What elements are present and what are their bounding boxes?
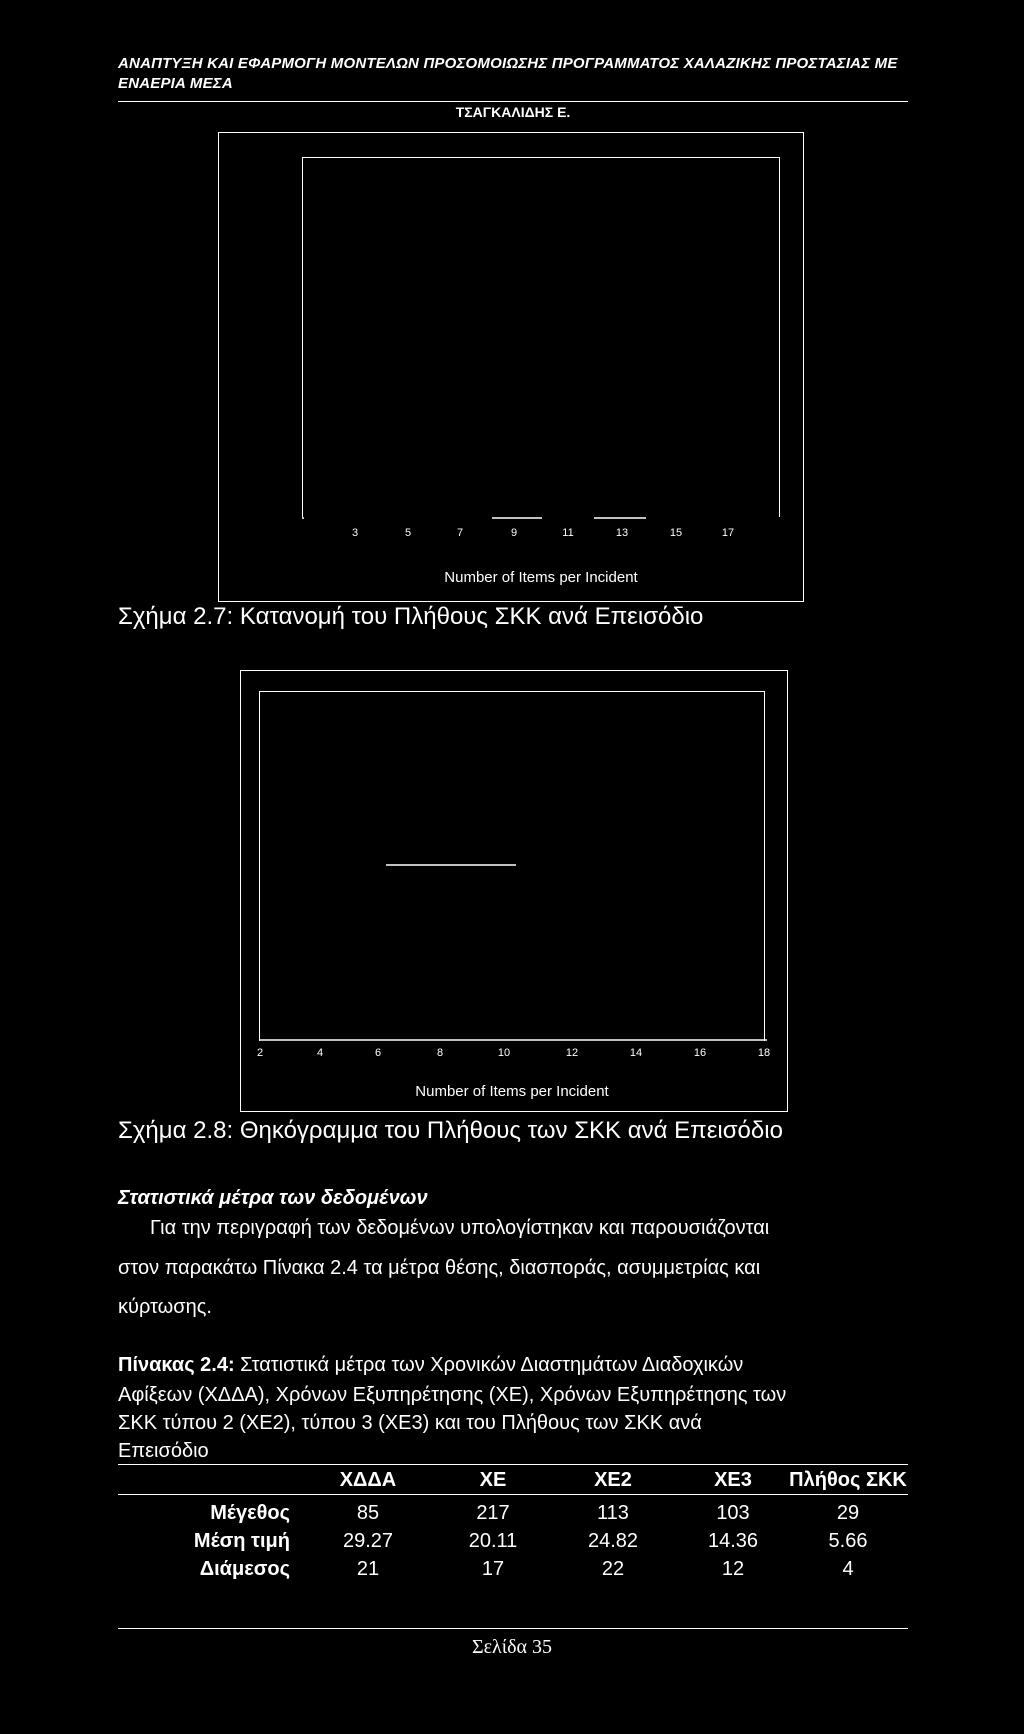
table-cell: 5.66 [828, 1529, 868, 1552]
table-caption-label: Πίνακας 2.4: [118, 1354, 235, 1376]
x-tick: 8 [436, 1047, 444, 1059]
column-header: ΧΕ [479, 1468, 507, 1491]
x-tick: 3 [351, 527, 359, 539]
x-tick: 10 [497, 1047, 511, 1059]
table-cell: 85 [356, 1501, 380, 1524]
figure-1-x-ticks [0, 527, 1024, 543]
page-number: Σελίδα 35 [471, 1636, 553, 1658]
running-header-title: ΑΝΑΠΤΥΞΗ ΚΑΙ ΕΦΑΡΜΟΓΗ ΜΟΝΤΕΛΩΝ ΠΡΟΣΟΜΟΙΩΣΗΣ ΠΡΟΓΡΑΜΜΑΤΟΣ ΧΑΛΑΖΙΚΗΣ ΠΡΟΣΤΑΣΙΑΣ ΜΕ ΕΝΑΕΡΙΑ ΜΕΣΑ [118, 55, 898, 92]
table-row [118, 1555, 908, 1583]
x-tick: 13 [615, 527, 629, 539]
table-cell: 29 [836, 1501, 860, 1524]
footer-rule [118, 1628, 908, 1629]
x-tick: 7 [456, 527, 464, 539]
column-header: ΧΔΔΑ [339, 1468, 397, 1491]
table-cell: 12 [721, 1557, 745, 1580]
table-cell: 20.11 [468, 1529, 518, 1552]
row-label: Μέγεθος [210, 1501, 290, 1524]
stats-table-top-rule [118, 1464, 908, 1465]
x-tick: 16 [693, 1047, 707, 1059]
table-caption-line-1 [118, 1352, 918, 1378]
column-header: ΧΕ2 [594, 1468, 632, 1491]
row-label: Διάμεσος [199, 1557, 290, 1580]
x-tick: 15 [669, 527, 683, 539]
figure-2-caption: Σχήμα 2.8: Θηκόγραμμα του Πλήθους των ΣΚΚ ανά Επεισόδιο [118, 1117, 783, 1144]
figure-2-x-axis-label: Number of Items per Incident [415, 1083, 609, 1100]
section-paragraph-line: κύρτωσης. [118, 1296, 212, 1318]
figure-1-x-axis-label: Number of Items per Incident [444, 569, 638, 586]
section-heading: Στατιστικά μέτρα των δεδομένων [118, 1187, 428, 1209]
x-tick: 12 [565, 1047, 579, 1059]
x-tick: 18 [757, 1047, 771, 1059]
section-paragraph-line: Για την περιγραφή των δεδομένων υπολογίστηκαν και παρουσιάζονται [150, 1217, 770, 1239]
table-cell: 22 [601, 1557, 625, 1580]
x-tick: 11 [562, 527, 574, 539]
x-tick: 2 [256, 1047, 264, 1059]
x-tick: 17 [721, 527, 735, 539]
table-row [118, 1499, 908, 1527]
table-cell: 217 [476, 1501, 510, 1524]
x-tick: 5 [404, 527, 412, 539]
table-caption-text: Στατιστικά μέτρα των Χρονικών Διαστημάτων Διαδοχικών [234, 1354, 744, 1376]
table-caption-line: Αφίξεων (ΧΔΔΑ), Χρόνων Εξυπηρέτησης (ΧΕ), Χρόνων Εξυπηρέτησης των [118, 1384, 787, 1406]
x-tick: 4 [316, 1047, 324, 1059]
table-caption-line: ΣΚΚ τύπου 2 (ΧΕ2), τύπου 3 (ΧΕ3) και του Πλήθους των ΣΚΚ ανά [118, 1412, 702, 1434]
x-tick: 6 [374, 1047, 382, 1059]
table-caption-line: Επεισόδιο [118, 1440, 209, 1462]
running-header-author: ΤΣΑΓΚΑΛΙΔΗΣ Ε. [455, 104, 571, 120]
section-paragraph-line: στον παρακάτω Πίνακα 2.4 τα μέτρα θέσης, διασποράς, ασυμμετρίας και [118, 1257, 761, 1279]
column-header: Πλήθος ΣΚΚ [789, 1469, 907, 1491]
table-row [118, 1527, 908, 1555]
stats-table [118, 1466, 908, 1583]
figure-1-caption: Σχήμα 2.7: Κατανομή του Πλήθους ΣΚΚ ανά Επεισόδιο [118, 603, 704, 630]
column-header: ΧΕ3 [714, 1468, 752, 1491]
header-rule [118, 101, 908, 102]
table-cell: 17 [481, 1557, 505, 1580]
table-cell: 29.27 [342, 1529, 394, 1552]
x-tick: 9 [510, 527, 518, 539]
table-cell: 103 [716, 1501, 750, 1524]
table-header-row [118, 1466, 908, 1495]
x-tick: 14 [629, 1047, 643, 1059]
table-cell: 14.36 [707, 1529, 759, 1552]
table-cell: 24.82 [587, 1529, 639, 1552]
figure-2-boxplot-marks [240, 670, 788, 1112]
row-label: Μέση τιμή [193, 1529, 290, 1552]
table-cell: 21 [356, 1557, 380, 1580]
table-cell: 113 [597, 1501, 629, 1524]
figure-2-x-ticks [0, 1047, 1024, 1063]
table-cell: 4 [842, 1557, 854, 1580]
